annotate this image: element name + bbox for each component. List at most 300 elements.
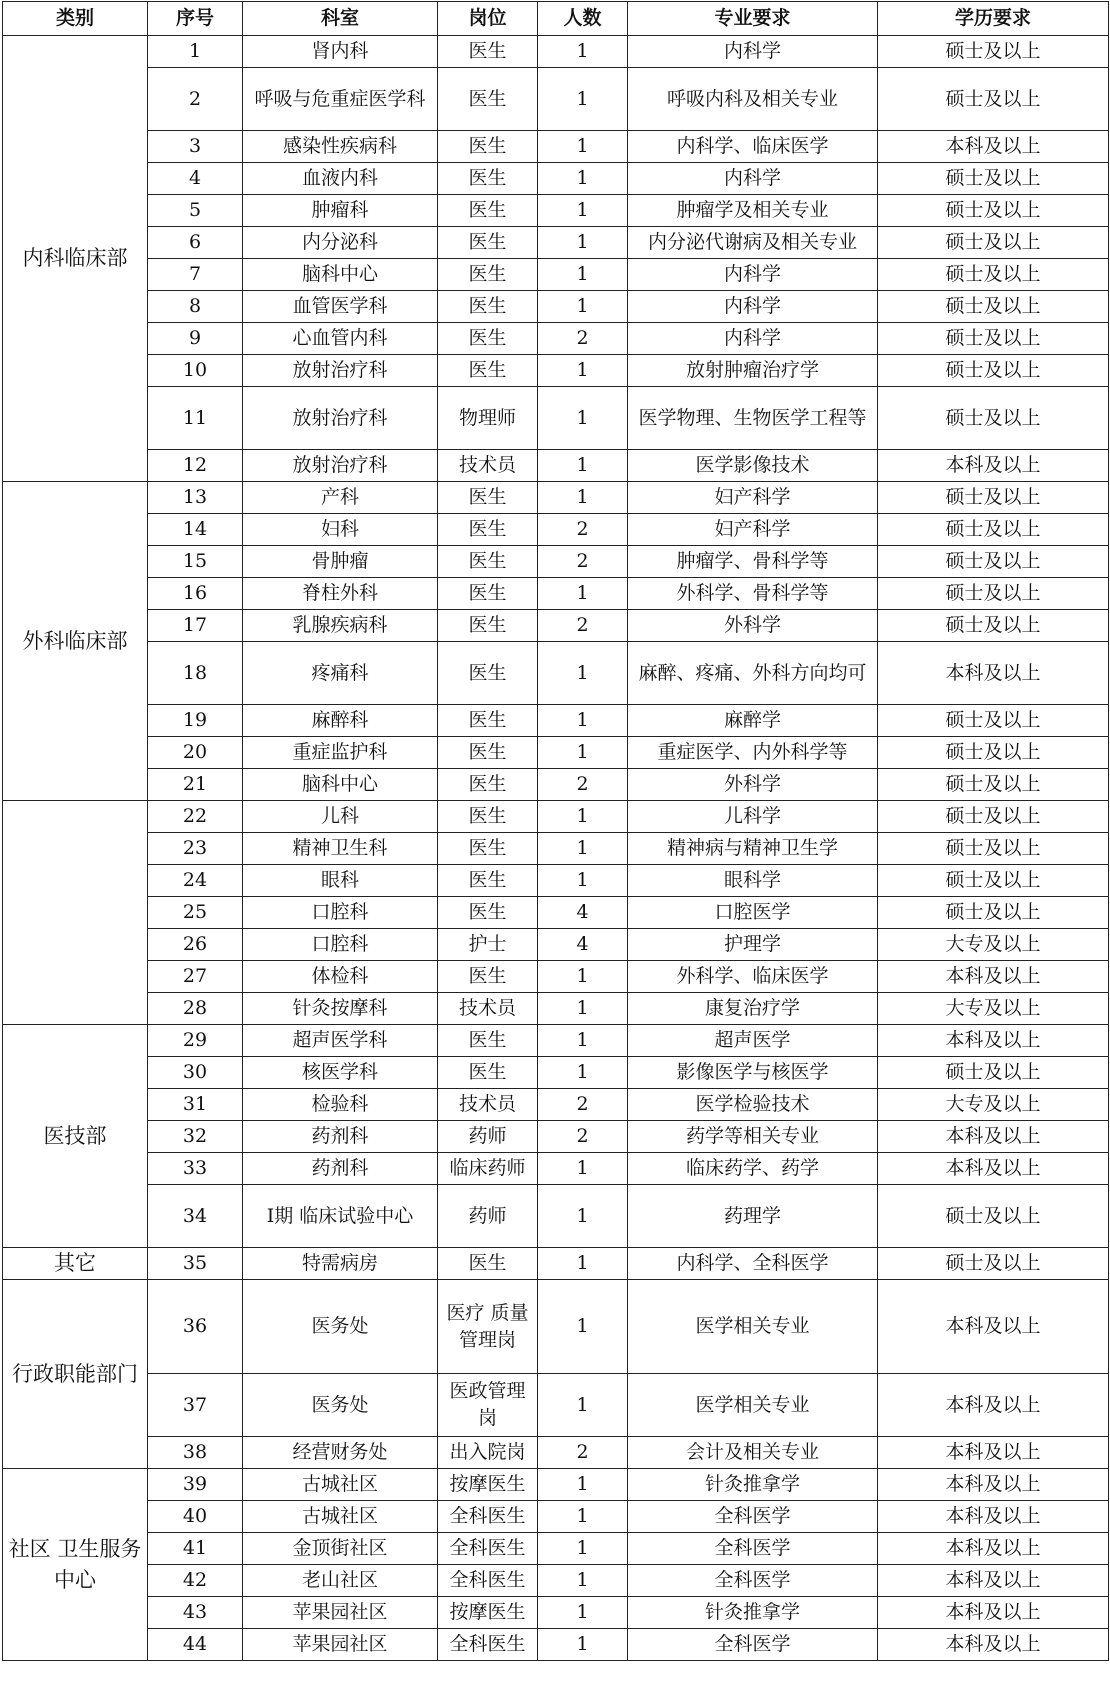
department-cell: 医务处	[243, 1280, 438, 1374]
serial-cell: 19	[148, 705, 243, 737]
major-cell: 影像医学与核医学	[628, 1057, 878, 1089]
education-cell: 硕士及以上	[878, 1185, 1109, 1248]
education-cell: 硕士及以上	[878, 355, 1109, 387]
position-cell: 技术员	[438, 1089, 538, 1121]
major-cell: 妇产科学	[628, 514, 878, 546]
serial-cell: 1	[148, 36, 243, 68]
position-cell: 医生	[438, 578, 538, 610]
category-cell: 其它	[3, 1248, 148, 1280]
education-cell: 硕士及以上	[878, 68, 1109, 131]
position-cell: 医生	[438, 769, 538, 801]
education-cell: 硕士及以上	[878, 578, 1109, 610]
education-cell: 硕士及以上	[878, 1057, 1109, 1089]
position-cell: 医生	[438, 482, 538, 514]
position-cell: 医生	[438, 801, 538, 833]
department-cell: 麻醉科	[243, 705, 438, 737]
count-cell: 1	[538, 387, 628, 450]
serial-cell: 5	[148, 195, 243, 227]
count-cell: 1	[538, 1025, 628, 1057]
position-cell: 医生	[438, 897, 538, 929]
education-cell: 本科及以上	[878, 1374, 1109, 1437]
table-row	[3, 1248, 1109, 1280]
department-cell: 放射治疗科	[243, 355, 438, 387]
position-cell: 医生	[438, 259, 538, 291]
table-row	[3, 833, 1109, 865]
department-cell: 眼科	[243, 865, 438, 897]
header-category: 类别	[3, 2, 148, 36]
major-cell: 护理学	[628, 929, 878, 961]
serial-cell: 26	[148, 929, 243, 961]
count-cell: 1	[538, 578, 628, 610]
major-cell: 肿瘤学、骨科学等	[628, 546, 878, 578]
major-cell: 儿科学	[628, 801, 878, 833]
count-cell: 1	[538, 1597, 628, 1629]
table-row	[3, 865, 1109, 897]
major-cell: 眼科学	[628, 865, 878, 897]
count-cell: 1	[538, 163, 628, 195]
count-cell: 1	[538, 259, 628, 291]
department-cell: 针灸按摩科	[243, 993, 438, 1025]
table-row	[3, 1374, 1109, 1437]
table-row	[3, 642, 1109, 705]
education-cell: 本科及以上	[878, 961, 1109, 993]
serial-cell: 41	[148, 1533, 243, 1565]
count-cell: 1	[538, 1185, 628, 1248]
serial-cell: 20	[148, 737, 243, 769]
table-row	[3, 1629, 1109, 1661]
major-cell: 内科学	[628, 163, 878, 195]
table-row	[3, 610, 1109, 642]
serial-cell: 30	[148, 1057, 243, 1089]
department-cell: 骨肿瘤	[243, 546, 438, 578]
serial-cell: 35	[148, 1248, 243, 1280]
position-cell: 医生	[438, 1025, 538, 1057]
department-cell: 血液内科	[243, 163, 438, 195]
serial-cell: 40	[148, 1501, 243, 1533]
education-cell: 硕士及以上	[878, 865, 1109, 897]
table-row	[3, 1533, 1109, 1565]
major-cell: 医学物理、生物医学工程等	[628, 387, 878, 450]
count-cell: 1	[538, 450, 628, 482]
table-row	[3, 355, 1109, 387]
count-cell: 1	[538, 1248, 628, 1280]
education-cell: 硕士及以上	[878, 227, 1109, 259]
department-cell: 核医学科	[243, 1057, 438, 1089]
education-cell: 大专及以上	[878, 993, 1109, 1025]
serial-cell: 17	[148, 610, 243, 642]
department-cell: 苹果园社区	[243, 1597, 438, 1629]
department-cell: 超声医学科	[243, 1025, 438, 1057]
major-cell: 医学相关专业	[628, 1280, 878, 1374]
table-row	[3, 387, 1109, 450]
department-cell: 放射治疗科	[243, 450, 438, 482]
department-cell: 肾内科	[243, 36, 438, 68]
major-cell: 内科学、全科医学	[628, 1248, 878, 1280]
major-cell: 临床药学、药学	[628, 1153, 878, 1185]
education-cell: 本科及以上	[878, 1501, 1109, 1533]
serial-cell: 33	[148, 1153, 243, 1185]
header-major: 专业要求	[628, 2, 878, 36]
major-cell: 精神病与精神卫生学	[628, 833, 878, 865]
table-row	[3, 1565, 1109, 1597]
education-cell: 大专及以上	[878, 929, 1109, 961]
major-cell: 内科学	[628, 36, 878, 68]
table-row	[3, 993, 1109, 1025]
department-cell: 重症监护科	[243, 737, 438, 769]
major-cell: 药学等相关专业	[628, 1121, 878, 1153]
major-cell: 全科医学	[628, 1501, 878, 1533]
education-cell: 硕士及以上	[878, 897, 1109, 929]
table-row	[3, 961, 1109, 993]
serial-cell: 39	[148, 1469, 243, 1501]
position-cell: 医生	[438, 68, 538, 131]
category-cell: 外科临床部	[3, 482, 148, 801]
major-cell: 医学相关专业	[628, 1374, 878, 1437]
education-cell: 本科及以上	[878, 1121, 1109, 1153]
department-cell: 口腔科	[243, 929, 438, 961]
major-cell: 医学检验技术	[628, 1089, 878, 1121]
position-cell: 医生	[438, 961, 538, 993]
category-cell: 行政职能部门	[3, 1280, 148, 1469]
table-row	[3, 163, 1109, 195]
department-cell: 心血管内科	[243, 323, 438, 355]
count-cell: 1	[538, 801, 628, 833]
department-cell: 脑科中心	[243, 769, 438, 801]
position-cell: 医生	[438, 833, 538, 865]
education-cell: 本科及以上	[878, 1437, 1109, 1469]
serial-cell: 25	[148, 897, 243, 929]
position-cell: 医疗 质量管理岗	[438, 1280, 538, 1374]
education-cell: 本科及以上	[878, 1533, 1109, 1565]
serial-cell: 6	[148, 227, 243, 259]
department-cell: 老山社区	[243, 1565, 438, 1597]
position-cell: 技术员	[438, 993, 538, 1025]
count-cell: 1	[538, 131, 628, 163]
position-cell: 医生	[438, 642, 538, 705]
count-cell: 1	[538, 355, 628, 387]
table-row	[3, 546, 1109, 578]
education-cell: 本科及以上	[878, 642, 1109, 705]
department-cell: 脊柱外科	[243, 578, 438, 610]
major-cell: 内科学	[628, 291, 878, 323]
major-cell: 全科医学	[628, 1533, 878, 1565]
count-cell: 1	[538, 1374, 628, 1437]
position-cell: 药师	[438, 1185, 538, 1248]
position-cell: 医生	[438, 291, 538, 323]
major-cell: 麻醉学	[628, 705, 878, 737]
position-cell: 医生	[438, 355, 538, 387]
serial-cell: 18	[148, 642, 243, 705]
table-row	[3, 1437, 1109, 1469]
count-cell: 2	[538, 1121, 628, 1153]
count-cell: 1	[538, 865, 628, 897]
department-cell: 肿瘤科	[243, 195, 438, 227]
table-row	[3, 737, 1109, 769]
serial-cell: 32	[148, 1121, 243, 1153]
department-cell: 呼吸与危重症医学科	[243, 68, 438, 131]
table-row	[3, 705, 1109, 737]
serial-cell: 2	[148, 68, 243, 131]
major-cell: 呼吸内科及相关专业	[628, 68, 878, 131]
serial-cell: 37	[148, 1374, 243, 1437]
major-cell: 麻醉、疼痛、外科方向均可	[628, 642, 878, 705]
education-cell: 本科及以上	[878, 1025, 1109, 1057]
department-cell: 感染性疾病科	[243, 131, 438, 163]
department-cell: 妇科	[243, 514, 438, 546]
department-cell: 放射治疗科	[243, 387, 438, 450]
table-row	[3, 450, 1109, 482]
table-row	[3, 1025, 1109, 1057]
education-cell: 硕士及以上	[878, 514, 1109, 546]
table-row	[3, 1469, 1109, 1501]
major-cell: 针灸推拿学	[628, 1597, 878, 1629]
serial-cell: 9	[148, 323, 243, 355]
position-cell: 医政管理岗	[438, 1374, 538, 1437]
table-row	[3, 929, 1109, 961]
serial-cell: 36	[148, 1280, 243, 1374]
position-cell: 全科医生	[438, 1533, 538, 1565]
header-department: 科室	[243, 2, 438, 36]
table-body	[3, 36, 1109, 1661]
education-cell: 硕士及以上	[878, 737, 1109, 769]
major-cell: 肿瘤学及相关专业	[628, 195, 878, 227]
count-cell: 2	[538, 1437, 628, 1469]
major-cell: 药理学	[628, 1185, 878, 1248]
count-cell: 1	[538, 833, 628, 865]
count-cell: 1	[538, 993, 628, 1025]
department-cell: 产科	[243, 482, 438, 514]
header-count: 人数	[538, 2, 628, 36]
count-cell: 2	[538, 546, 628, 578]
department-cell: 儿科	[243, 801, 438, 833]
education-cell: 硕士及以上	[878, 546, 1109, 578]
major-cell: 外科学、临床医学	[628, 961, 878, 993]
major-cell: 内科学、临床医学	[628, 131, 878, 163]
department-cell: 医务处	[243, 1374, 438, 1437]
education-cell: 本科及以上	[878, 131, 1109, 163]
position-cell: 医生	[438, 36, 538, 68]
department-cell: 口腔科	[243, 897, 438, 929]
department-cell: 体检科	[243, 961, 438, 993]
position-cell: 按摩医生	[438, 1597, 538, 1629]
education-cell: 硕士及以上	[878, 387, 1109, 450]
count-cell: 1	[538, 227, 628, 259]
department-cell: 乳腺疾病科	[243, 610, 438, 642]
education-cell: 硕士及以上	[878, 259, 1109, 291]
table-row	[3, 769, 1109, 801]
position-cell: 出入院岗	[438, 1437, 538, 1469]
position-cell: 医生	[438, 546, 538, 578]
major-cell: 口腔医学	[628, 897, 878, 929]
department-cell: 古城社区	[243, 1501, 438, 1533]
position-cell: 药师	[438, 1121, 538, 1153]
serial-cell: 21	[148, 769, 243, 801]
table-row	[3, 482, 1109, 514]
education-cell: 硕士及以上	[878, 163, 1109, 195]
department-cell: 古城社区	[243, 1469, 438, 1501]
education-cell: 硕士及以上	[878, 610, 1109, 642]
education-cell: 硕士及以上	[878, 801, 1109, 833]
serial-cell: 7	[148, 259, 243, 291]
category-cell: 内科临床部	[3, 36, 148, 482]
serial-cell: 24	[148, 865, 243, 897]
count-cell: 1	[538, 1057, 628, 1089]
table-row	[3, 68, 1109, 131]
count-cell: 4	[538, 897, 628, 929]
serial-cell: 42	[148, 1565, 243, 1597]
serial-cell: 4	[148, 163, 243, 195]
table-row	[3, 259, 1109, 291]
table-row	[3, 578, 1109, 610]
education-cell: 大专及以上	[878, 1089, 1109, 1121]
count-cell: 1	[538, 1501, 628, 1533]
major-cell: 外科学	[628, 610, 878, 642]
department-cell: 血管医学科	[243, 291, 438, 323]
department-cell: 苹果园社区	[243, 1629, 438, 1661]
education-cell: 硕士及以上	[878, 36, 1109, 68]
count-cell: 1	[538, 642, 628, 705]
count-cell: 1	[538, 195, 628, 227]
header-education: 学历要求	[878, 2, 1109, 36]
education-cell: 硕士及以上	[878, 482, 1109, 514]
serial-cell: 34	[148, 1185, 243, 1248]
serial-cell: 22	[148, 801, 243, 833]
serial-cell: 44	[148, 1629, 243, 1661]
serial-cell: 43	[148, 1597, 243, 1629]
table-row	[3, 1089, 1109, 1121]
table-row	[3, 36, 1109, 68]
header-position: 岗位	[438, 2, 538, 36]
major-cell: 内科学	[628, 259, 878, 291]
department-cell: 药剂科	[243, 1153, 438, 1185]
position-cell: 医生	[438, 1248, 538, 1280]
serial-cell: 27	[148, 961, 243, 993]
education-cell: 硕士及以上	[878, 291, 1109, 323]
position-cell: 医生	[438, 514, 538, 546]
education-cell: 硕士及以上	[878, 323, 1109, 355]
position-cell: 技术员	[438, 450, 538, 482]
department-cell: 疼痛科	[243, 642, 438, 705]
count-cell: 1	[538, 1153, 628, 1185]
education-cell: 本科及以上	[878, 1469, 1109, 1501]
position-cell: 医生	[438, 195, 538, 227]
education-cell: 本科及以上	[878, 1597, 1109, 1629]
education-cell: 本科及以上	[878, 1629, 1109, 1661]
education-cell: 本科及以上	[878, 1153, 1109, 1185]
education-cell: 硕士及以上	[878, 833, 1109, 865]
education-cell: 硕士及以上	[878, 195, 1109, 227]
table-row	[3, 1597, 1109, 1629]
table-row	[3, 1280, 1109, 1374]
position-cell: 临床药师	[438, 1153, 538, 1185]
position-cell: 全科医生	[438, 1565, 538, 1597]
department-cell: 内分泌科	[243, 227, 438, 259]
table-row	[3, 227, 1109, 259]
category-cell: 社区 卫生服务中心	[3, 1469, 148, 1661]
count-cell: 2	[538, 610, 628, 642]
department-cell: 检验科	[243, 1089, 438, 1121]
serial-cell: 31	[148, 1089, 243, 1121]
recruitment-table	[2, 1, 1109, 1661]
serial-cell: 29	[148, 1025, 243, 1057]
position-cell: 物理师	[438, 387, 538, 450]
count-cell: 4	[538, 929, 628, 961]
table-row	[3, 195, 1109, 227]
serial-cell: 3	[148, 131, 243, 163]
position-cell: 医生	[438, 131, 538, 163]
position-cell: 医生	[438, 1057, 538, 1089]
header-row	[3, 2, 1109, 36]
major-cell: 全科医学	[628, 1565, 878, 1597]
count-cell: 1	[538, 737, 628, 769]
department-cell: 脑科中心	[243, 259, 438, 291]
major-cell: 医学影像技术	[628, 450, 878, 482]
count-cell: 2	[538, 769, 628, 801]
category-cell	[3, 801, 148, 1025]
education-cell: 本科及以上	[878, 1280, 1109, 1374]
education-cell: 硕士及以上	[878, 1248, 1109, 1280]
major-cell: 超声医学	[628, 1025, 878, 1057]
count-cell: 2	[538, 1089, 628, 1121]
position-cell: 医生	[438, 227, 538, 259]
serial-cell: 13	[148, 482, 243, 514]
count-cell: 2	[538, 514, 628, 546]
position-cell: 全科医生	[438, 1501, 538, 1533]
count-cell: 1	[538, 482, 628, 514]
serial-cell: 8	[148, 291, 243, 323]
position-cell: 医生	[438, 737, 538, 769]
count-cell: 1	[538, 1533, 628, 1565]
education-cell: 硕士及以上	[878, 769, 1109, 801]
serial-cell: 12	[148, 450, 243, 482]
department-cell: 精神卫生科	[243, 833, 438, 865]
count-cell: 1	[538, 68, 628, 131]
category-cell: 医技部	[3, 1025, 148, 1248]
department-cell: 特需病房	[243, 1248, 438, 1280]
position-cell: 医生	[438, 865, 538, 897]
major-cell: 外科学	[628, 769, 878, 801]
major-cell: 外科学、骨科学等	[628, 578, 878, 610]
table-row	[3, 801, 1109, 833]
department-cell: 经营财务处	[243, 1437, 438, 1469]
major-cell: 妇产科学	[628, 482, 878, 514]
table-row	[3, 131, 1109, 163]
position-cell: 全科医生	[438, 1629, 538, 1661]
count-cell: 1	[538, 1469, 628, 1501]
serial-cell: 38	[148, 1437, 243, 1469]
table-row	[3, 1057, 1109, 1089]
major-cell: 全科医学	[628, 1629, 878, 1661]
count-cell: 1	[538, 705, 628, 737]
table-row	[3, 323, 1109, 355]
position-cell: 医生	[438, 610, 538, 642]
count-cell: 1	[538, 1565, 628, 1597]
education-cell: 硕士及以上	[878, 705, 1109, 737]
table-row	[3, 1185, 1109, 1248]
serial-cell: 11	[148, 387, 243, 450]
table-row	[3, 291, 1109, 323]
table-row	[3, 1121, 1109, 1153]
major-cell: 针灸推拿学	[628, 1469, 878, 1501]
count-cell: 1	[538, 1629, 628, 1661]
serial-cell: 15	[148, 546, 243, 578]
table-row	[3, 1153, 1109, 1185]
serial-cell: 10	[148, 355, 243, 387]
position-cell: 护士	[438, 929, 538, 961]
position-cell: 医生	[438, 705, 538, 737]
department-cell: 金顶街社区	[243, 1533, 438, 1565]
serial-cell: 28	[148, 993, 243, 1025]
